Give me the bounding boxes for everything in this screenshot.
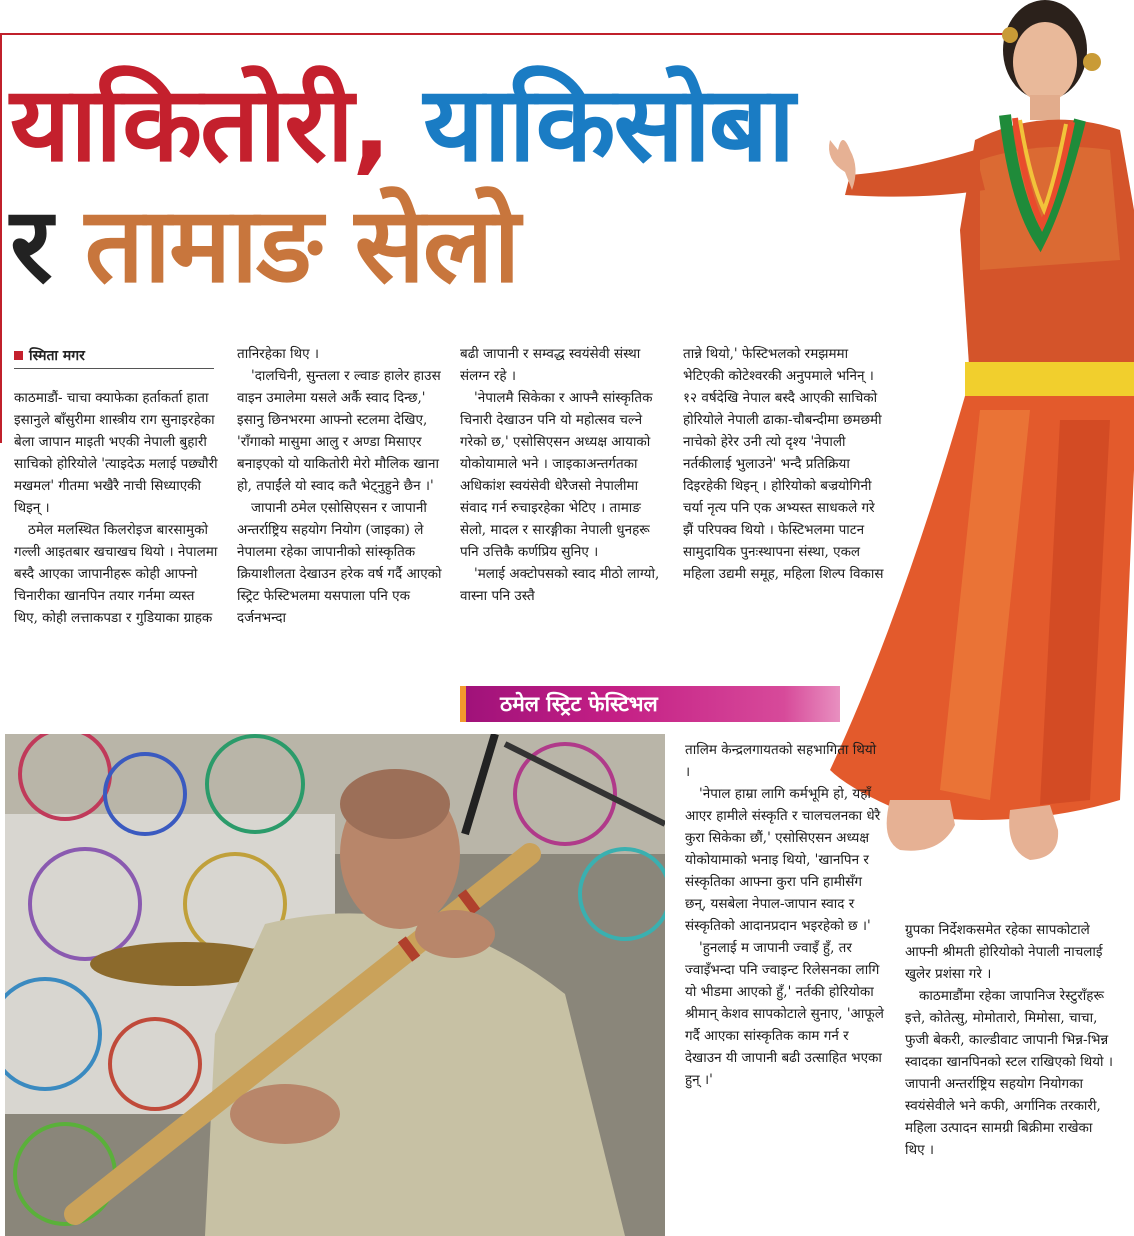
paragraph: 'दालचिनी, सुन्तला र ल्वाङ हालेर हाउस वाइन उमालेमा यसले अर्कै स्वाद दिन्छ,' इसानु छिनभरमा आफ्नो स्टलमा देखिए, 'राँगाको मासुमा आलु र अण्डा मिसाएर बनाइएको यो याकितोरी मेरो मौलिक खाना हो, तपाईंले यो स्वाद कतै भेट्नुहुने छैन ।'	[237, 368, 441, 494]
headline-part-1: याकितोरी,	[10, 63, 390, 185]
headline-line-2	[10, 184, 519, 306]
article-column-3	[460, 343, 660, 607]
paragraph: ठमेल मलस्थित किलरोइज बारसामुको गल्ली आइतबार खचाखच थियो । नेपालमा बस्दै आएका जापानीहरू कोही आफ्नो चिनारीका खानपिन तयार गर्नमा व्यस्त थिए, कोही लत्ताकपडा र गुडियाका ग्राहक	[14, 522, 218, 626]
section-banner: ठमेल स्ट्रिट फेस्टिभल	[460, 686, 840, 722]
paragraph: जापानी ठमेल एसोसिएसन र जापानी अन्तर्राष्ट्रिय सहयोग नियोग (जाइका) ले नेपालमा रहेका जापानीको सांस्कृतिक क्रियाशीलता देखाउन हरेक वर्ष गर्दै आएको स्ट्रिट फेस्टिभलमा यसपाला पनि एक दर्जनभन्दा	[237, 500, 442, 626]
paragraph: बढी जापानी र सम्वद्ध स्वयंसेवी संस्था संलग्न रहे ।	[460, 346, 641, 384]
paragraph: 'हुनलाई म जापानी ज्वाइँ हुँ, तर ज्वाइँभन्दा पनि ज्वाइन्ट रिलेसनका लागि यो भीडमा आएको हुँ,' नर्तकी होरियोका श्रीमान् केशव सापकोटाले सुनाए, 'आफूले गर्दै आएका सांस्कृतिक काम गर्न र देखाउन यी जापानी बढी उत्साहित भएका हुन् ।'	[685, 940, 884, 1088]
paragraph: तान्ने थियो,' फेस्टिभलको रमझममा भेटिएकी कोटेश्वरकी अनुपमाले भनिन् । १२ वर्षदेखि नेपाल बस्दै आएकी साचिको होरियोले नेपाली ढाका-चौबन्दीमा छमछमी नाचेको हेरेर उनी त्यो दृश्य 'नेपाली नर्तकीलाई भुलाउने' भन्दै प्रतिक्रिया दिइरहेकी थिइन् । होरियोको बज्रयोगिनी चर्या नृत्य पनि एक अभ्यस्त साधकले गरे झैं परिपक्व थियो । फेस्टिभलमा पाटन सामुदायिक पुनःस्थापना संस्था, एकल महिला उद्यमी समूह, महिला शिल्प विकास	[683, 346, 884, 582]
paragraph: 'नेपालमै सिकेका र आफ्नै सांस्कृतिक चिनारी देखाउन पनि यो महोत्सव चल्ने गरेको छ,' एसोसिएसन अध्यक्ष आयाको योकोयामाले भने । जाइकाअन्तर्गतका अधिकांश स्वयंसेवी धेरैजसो नेपालीमा संवाद गर्न रुचाइरहेका भेटिए । तामाङ सेलो, मादल र सारङ्गीका नेपाली धुनहरू पनि उत्तिकै कर्णप्रिय सुनिए ।	[460, 390, 653, 560]
flute-player-photo	[5, 734, 665, 1236]
paragraph: 'नेपाल हाम्रा लागि कर्मभूमि हो, यहाँ आएर हामीले संस्कृति र चालचलनका धेरै कुरा सिकेका छौं,' एसोसिएसन अध्यक्ष योकोयामाको भनाइ थियो, 'खानपिन र संस्कृतिका आफ्ना कुरा पनि हामीसँग छन्, यसबेला नेपाल-जापान स्वाद र संस्कृतिको आदानप्रदान भइरहेको छ ।'	[685, 786, 881, 934]
byline-square-icon	[14, 351, 23, 360]
paragraph: तालिम केन्द्रलगायतको सहभागिता थियो ।	[685, 742, 877, 780]
article-column-4	[683, 343, 888, 585]
headline-part-2: याकिसोबा	[423, 63, 794, 185]
paragraph: ग्रुपका निर्देशकसमेत रहेका सापकोटाले आफ्नी श्रीमती होरियोको नेपाली नाचलाई खुलेर प्रशंसा गरे ।	[905, 922, 1103, 982]
article-column-5	[685, 739, 885, 1091]
article-column-1	[14, 387, 219, 629]
paragraph: काठमाडौंमा रहेका जापानिज रेस्टुराँहरू इत्ते, कोतेत्सु, मोमोतारो, मिमोसा, चाचा, फुजी बेकरी, काल्डीवाट जापानी भिन्न-भिन्न स्वादका खानपिनको स्टल राखिएको थियो । जापानी अन्तर्राष्ट्रिय सहयोग नियोगका स्वयंसेवीले भने कफी, अर्गानिक तरकारी, महिला उत्पादन सामग्री बिक्रीमा राखेका थिए ।	[905, 988, 1113, 1158]
article-column-2	[237, 343, 444, 629]
headline-line-1	[10, 63, 794, 185]
byline-author: स्मिता मगर	[29, 348, 85, 364]
byline	[14, 346, 214, 365]
headline-part-3: र	[10, 184, 51, 306]
paragraph: तानिरहेका थिए ।	[237, 346, 320, 362]
article-column-6	[905, 919, 1115, 1161]
left-rule	[0, 33, 2, 443]
byline-rule	[14, 368, 214, 369]
paragraph: काठमाडौं- चाचा क्याफेका हर्ताकर्ता हाता इसानुले बाँसुरीमा शास्त्रीय राग सुनाइरहेका बेला जापान माइती भएकी नेपाली बुहारी साचिको होरियोले 'त्याइदेऊ मलाई पछ्यौरी मखमल' गीतमा भखैरै नाची सिध्याएकी थिइन् ।	[14, 390, 218, 516]
headline-part-4: तामाङ सेलो	[84, 184, 519, 306]
paragraph: 'मलाई अक्टोपसको स्वाद मीठो लाग्यो, वास्ना पनि उस्तै	[460, 566, 660, 604]
